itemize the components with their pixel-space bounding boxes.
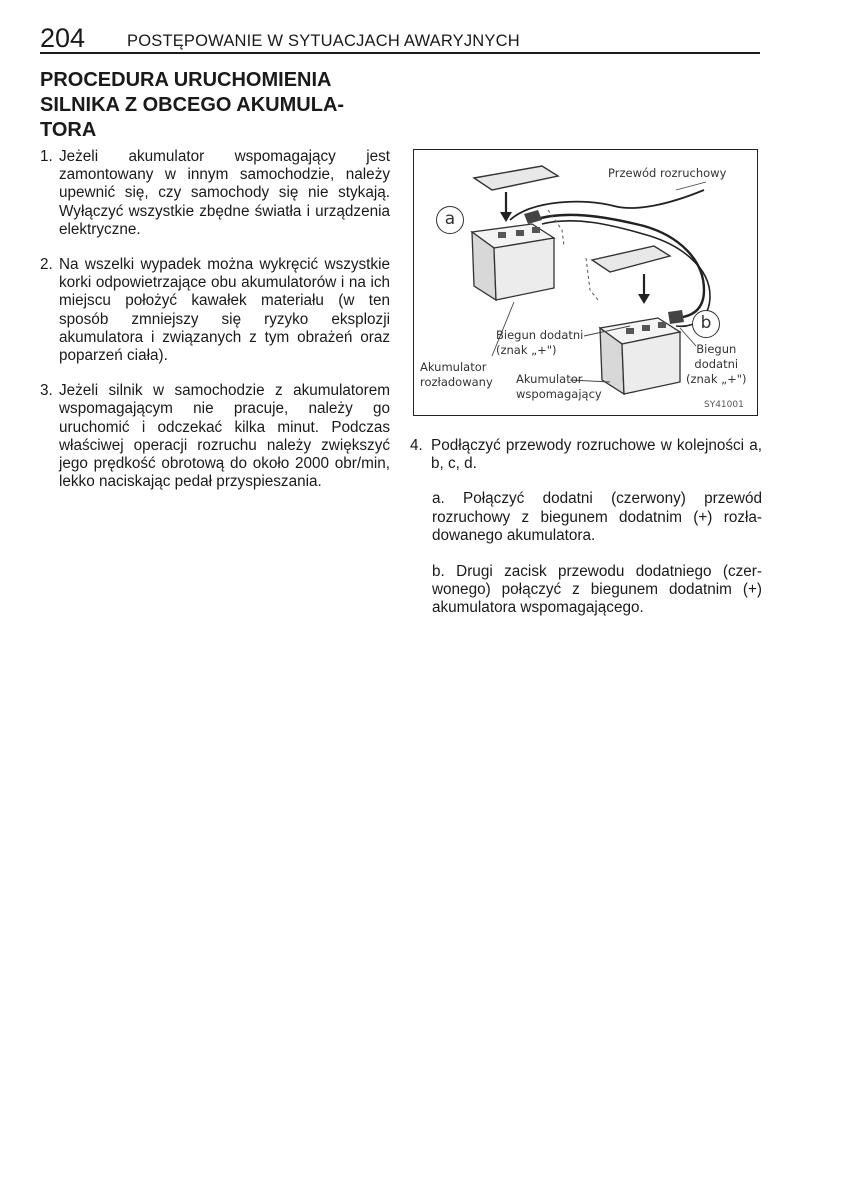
booster-battery-label: Akumulator wspomagający bbox=[516, 372, 602, 401]
title-line: TORA bbox=[40, 119, 97, 141]
step-text: Jeżeli akumulator wspomagający jest zamontowany w innym samochodzie, należy upewnić się, czy samochody się nie stykają. Wyłączyć wszystkie zbędne światła i urządzenia elektryczne. bbox=[59, 148, 390, 238]
left-column bbox=[40, 148, 390, 508]
right-column bbox=[410, 437, 762, 636]
right-hood-panel bbox=[592, 246, 670, 272]
positive-terminal-label-left: Biegun dodatni (znak „+") bbox=[496, 328, 584, 357]
substep-text: b. Drugi zacisk przewodu dodatniego (czerwonego) połączyć z biegunem dodatnim (+) akumulatora wspomagającego. bbox=[432, 563, 762, 617]
marker-a: a bbox=[436, 206, 464, 234]
left-hood-panel bbox=[474, 166, 558, 190]
step-item bbox=[410, 437, 762, 473]
discharged-battery-label: Akumulator rozładowany bbox=[420, 360, 493, 389]
step-item bbox=[40, 148, 390, 239]
step-item bbox=[40, 382, 390, 491]
step-item bbox=[40, 256, 390, 365]
step-text: Jeżeli silnik w samochodzie z akumulatorem wspomagającym nie pracuje, należy go uruchomić i odczekać kilka minut. Podczas właściwej operacji rozruchu należy zwiększyć jego prędkość obrotową do około 2000 obr/min, lekko naciskając pedał przyspieszania. bbox=[59, 382, 390, 491]
step-number: 4. bbox=[410, 437, 423, 454]
title-line: PROCEDURA URUCHOMIENIA bbox=[40, 69, 332, 91]
step-number: 1. bbox=[40, 148, 53, 165]
title-line: SILNIKA Z OBCEGO AKUMULA- bbox=[40, 94, 345, 116]
step-text: Podłączyć przewody rozruchowe w kolejności a, b, c, d. bbox=[431, 437, 762, 473]
figure-code: SY41001 bbox=[704, 400, 744, 410]
jump-start-illustration bbox=[413, 149, 758, 416]
cable-label: Przewód rozruchowy bbox=[608, 166, 727, 180]
step-text: Na wszelki wypadek można wykręcić wszystkie korki odpowietrzające obu akumulatorów i na ich miejscu położyć kawałek materiału (w ten sposób zmniejszy się ryzyko eksplozji akumulatora i związanych z tym obrażeń oraz poparzeń ciała). bbox=[59, 256, 390, 365]
marker-b: b bbox=[692, 310, 720, 338]
substep-text: a. Połączyć dodatni (czerwony) przewód rozruchowy z biegunem dodatnim (+) rozładowanego akumulatora. bbox=[432, 490, 762, 544]
running-head: POSTĘPOWANIE W SYTUACJACH AWARYJNYCH bbox=[127, 32, 520, 50]
step-number: 2. bbox=[40, 256, 53, 274]
page-number: 204 bbox=[40, 23, 86, 53]
left-battery-body bbox=[494, 238, 554, 300]
page-header bbox=[40, 24, 760, 54]
positive-terminal-label-right: Biegun dodatni (znak „+") bbox=[686, 342, 747, 386]
section-title bbox=[40, 68, 390, 143]
step-number: 3. bbox=[40, 382, 53, 400]
